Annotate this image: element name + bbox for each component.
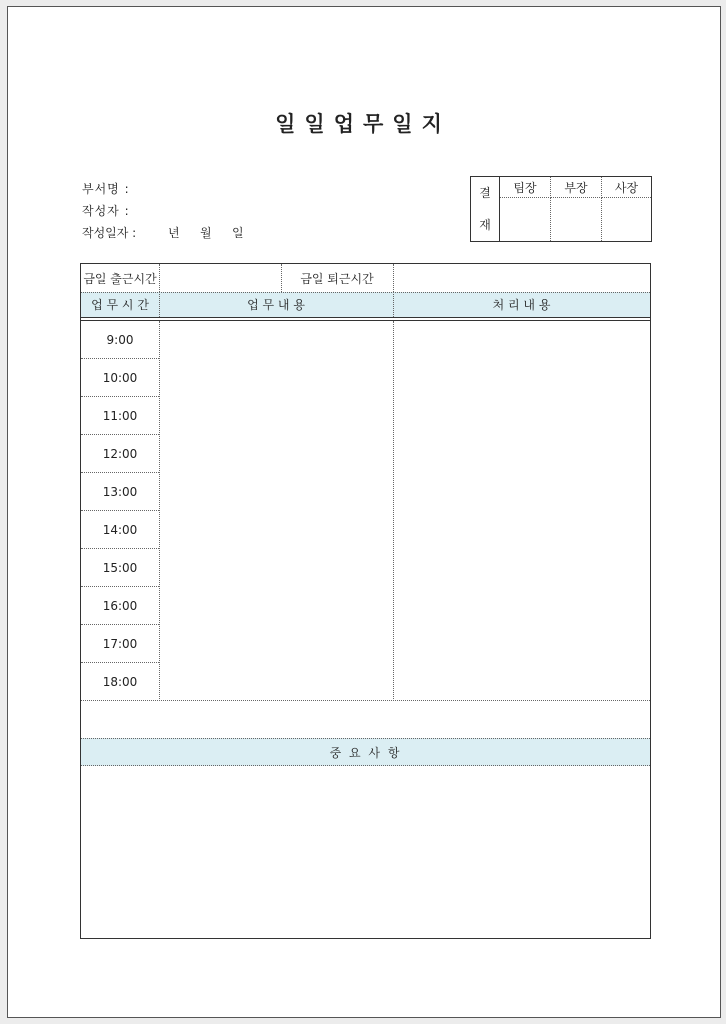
time-slot-1300: 13:00 [81,473,159,511]
important-notes-area[interactable] [81,766,650,938]
page-title: 일일업무일지 [275,112,451,136]
column-header-result: 처 리 내 용 [492,298,551,312]
leave-time-label: 금일 퇴근시간 [300,271,374,286]
result-content-area[interactable] [393,321,650,701]
leave-time-field[interactable] [393,264,650,292]
approval-box [470,176,652,242]
date-label: 작성일자 : [82,226,137,240]
signature-cell-manager[interactable] [551,198,602,242]
signature-cell-president[interactable] [602,198,652,242]
department-label: 부서명 : [82,182,130,196]
signature-cell-team-lead[interactable] [500,198,551,242]
time-slot-1000: 10:00 [81,359,159,397]
column-header-time: 업 무 시 간 [91,298,149,312]
work-content-area[interactable] [159,321,393,701]
author-label: 작성자 : [82,204,130,218]
month-label: 월 [200,226,213,240]
day-label: 일 [232,226,245,240]
blank-row[interactable] [81,701,650,738]
important-notes-header: 중 요 사 항 [81,738,650,766]
time-slot-0900: 9:00 [81,321,159,359]
year-label: 년 [168,226,181,240]
time-slot-1100: 11:00 [81,397,159,435]
time-slot-1200: 12:00 [81,435,159,473]
approval-header-team-lead: 팀장 [500,177,551,198]
approval-header-president: 사장 [602,177,652,198]
time-slot-1600: 16:00 [81,587,159,625]
time-slot-1800: 18:00 [102,675,138,689]
approval-label [471,177,500,242]
approval-label-top: 결 [479,186,491,200]
time-slot-1500: 15:00 [81,549,159,587]
approval-label-bottom: 재 [479,218,491,232]
time-slot-1400: 14:00 [81,511,159,549]
time-slot-1700: 17:00 [81,625,159,663]
arrive-time-field[interactable] [159,264,281,292]
approval-header-manager: 부장 [551,177,602,198]
column-header-work: 업 무 내 용 [247,298,305,312]
work-log-table [80,263,651,939]
arrive-time-label: 금일 출근시간 [83,271,157,286]
